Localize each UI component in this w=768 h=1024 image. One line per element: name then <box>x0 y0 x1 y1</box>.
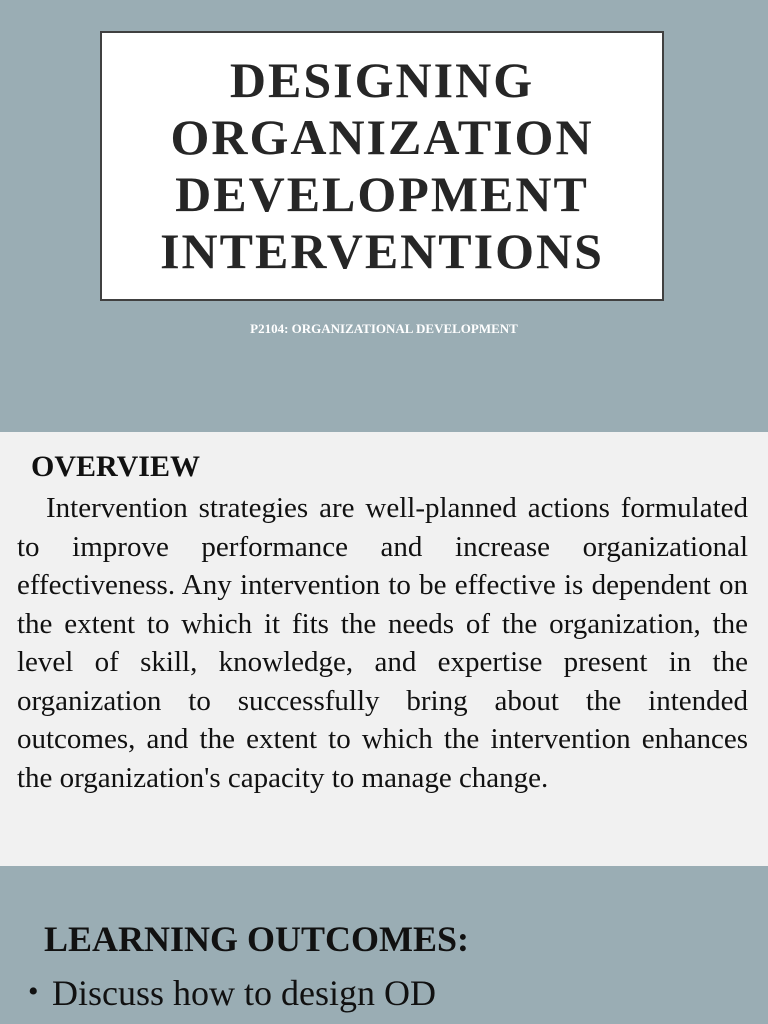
overview-slide <box>0 432 768 866</box>
list-item <box>28 972 436 1014</box>
learning-outcomes-slide <box>0 866 768 1024</box>
overview-body: Intervention strategies are well-planned actions formulated to improve performance and increase organizational effectiveness. Any intervention to be effective is dependent on the extent to which it fits the needs of the organization, the level of skill, knowledge, and expertise present in the organization to successfully bring about the intended outcomes, and the extent to which the intervention enhances the organization's capacity to manage change. <box>17 492 748 794</box>
slide-subtitle: P2104: ORGANIZATIONAL DEVELOPMENT <box>250 321 518 336</box>
bullet-icon: • <box>28 975 39 1008</box>
slide-title: DESIGNING ORGANIZATION DEVELOPMENT INTERVENTIONS <box>160 52 604 279</box>
list-item-text: Discuss how to design OD <box>52 973 436 1013</box>
title-slide <box>0 0 768 432</box>
learning-outcomes-heading: LEARNING OUTCOMES: <box>44 919 470 959</box>
overview-heading: OVERVIEW <box>31 450 200 483</box>
title-box <box>100 31 664 301</box>
